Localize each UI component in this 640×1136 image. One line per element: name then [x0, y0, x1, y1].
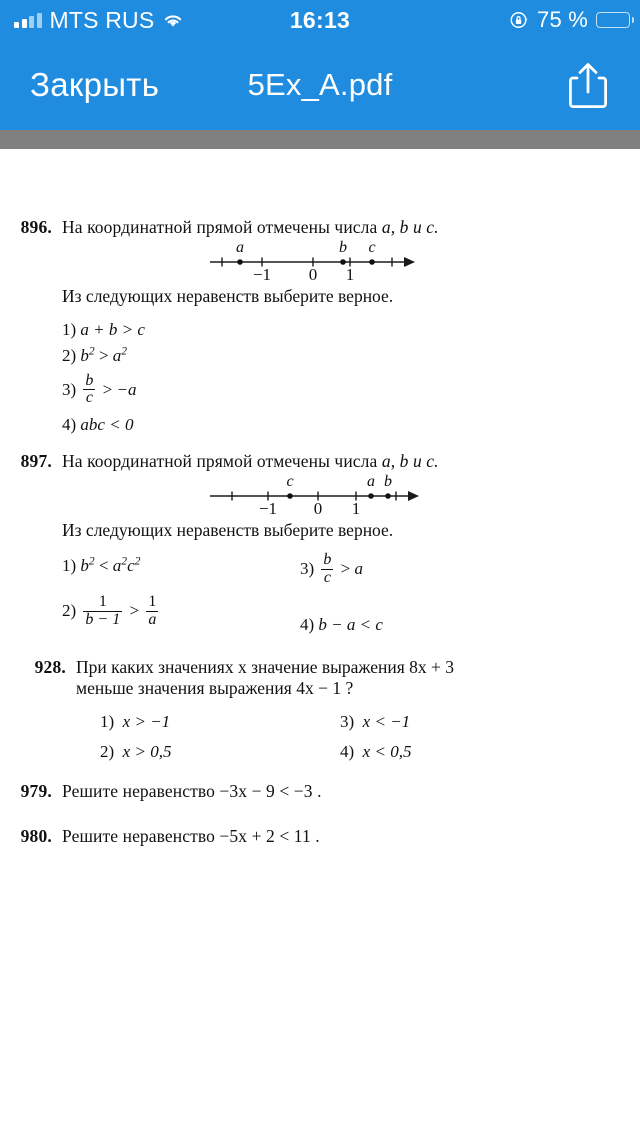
- problem-928-number: 928.: [34, 657, 66, 677]
- toolbar-divider: [0, 130, 640, 149]
- option-928-1-label: 1): [100, 712, 115, 731]
- option-897-2-label: 2): [62, 601, 77, 621]
- option-897-3-numerator: b: [323, 551, 332, 568]
- option-897-2-numerator1: 1: [98, 593, 107, 611]
- battery-icon: [596, 12, 630, 28]
- problem-928: [0, 657, 640, 767]
- problem-928-heading: [0, 657, 640, 699]
- svg-text:b: b: [339, 239, 347, 256]
- option-928-4-label: 4): [340, 741, 355, 761]
- option-896-2-label: 2): [62, 346, 77, 366]
- option-896-3-numerator: b: [85, 371, 94, 389]
- option-897-4-text: b − a < c: [318, 614, 383, 634]
- problem-897-subprompt: Из следующих неравенств выберите верное.: [62, 520, 394, 540]
- problem-896-vars: a, b и c.: [381, 217, 439, 237]
- option-896-1[interactable]: [62, 317, 640, 343]
- problem-896-heading: [0, 217, 640, 238]
- option-897-2-fraction-right: [146, 594, 158, 629]
- document-title: 5Ex_A.pdf: [247, 67, 393, 102]
- problem-897-prompt: На координатной прямой отмечены числа a, b и c.: [62, 451, 439, 471]
- problem-979: [0, 781, 640, 802]
- svg-text:1: 1: [345, 265, 355, 284]
- option-896-2-exp1: 2: [88, 344, 95, 358]
- option-896-3-denominator: c: [83, 389, 95, 407]
- option-896-1-label: 1): [62, 320, 77, 339]
- problem-897-options: [62, 551, 640, 634]
- option-896-3[interactable]: [62, 371, 640, 409]
- option-896-2-base1: b: [80, 346, 89, 366]
- option-928-3-text: x < −1: [362, 712, 411, 731]
- problem-897-vars: a, b и c.: [381, 451, 439, 471]
- svg-text:0: 0: [313, 499, 323, 518]
- option-897-4-label: 4): [300, 614, 315, 634]
- problem-979-number: 979.: [20, 781, 52, 801]
- option-896-4-text: abc < 0: [80, 415, 134, 435]
- option-896-2-rel: >: [98, 346, 109, 366]
- problem-896-number: 896.: [20, 217, 52, 237]
- option-896-2-exp2: 2: [121, 344, 128, 358]
- rotation-lock-icon: [509, 10, 529, 30]
- option-896-3-rhs: −a: [116, 379, 137, 399]
- option-897-2-denominator1: b − 1: [85, 611, 121, 629]
- option-896-2[interactable]: [62, 343, 640, 369]
- svg-text:−1: −1: [252, 265, 272, 284]
- problem-896-options: [62, 317, 640, 439]
- problem-897-heading: [0, 451, 640, 472]
- option-897-3[interactable]: [300, 553, 383, 588]
- problem-896-subprompt: Из следующих неравенств выберите верное.: [62, 286, 394, 306]
- battery-percent-label: 75 %: [537, 7, 588, 32]
- option-928-4-text: x < 0,5: [362, 741, 412, 761]
- svg-text:0: 0: [308, 265, 318, 284]
- problem-896: [0, 217, 640, 439]
- svg-text:−1: −1: [258, 499, 278, 518]
- number-line-896: [0, 238, 640, 286]
- option-897-3-denominator: c: [321, 569, 333, 587]
- problem-897: [0, 451, 640, 634]
- option-897-2-denominator2: a: [148, 611, 157, 629]
- problem-897-options-column-2: [300, 553, 383, 638]
- svg-text:a: a: [236, 239, 244, 256]
- close-button[interactable]: Закрыть: [30, 66, 160, 103]
- problem-896-prompt: На координатной прямой отмечены числа a, b и c.: [62, 217, 439, 237]
- option-897-3-rhs: a: [354, 559, 364, 579]
- option-896-3-label: 3): [62, 379, 77, 399]
- problem-928-body: [76, 657, 454, 699]
- problem-928-line1: При каких значениях x значение выражения 8x + 3: [76, 657, 455, 677]
- svg-text:1: 1: [351, 499, 361, 518]
- problem-980-heading: [0, 826, 640, 847]
- problem-979-text: Решите неравенство −3x − 9 < −3 .: [62, 781, 322, 801]
- option-897-3-fraction: [321, 552, 333, 587]
- option-897-4[interactable]: [300, 612, 383, 638]
- problem-928-options: [100, 707, 640, 767]
- option-897-1[interactable]: 1) $b^2 < a^2c^2$: [62, 554, 141, 575]
- option-928-3[interactable]: [340, 707, 411, 737]
- carrier-label: MTS RUS: [49, 6, 155, 33]
- problem-980-text: Решите неравенство −5x + 2 < 11 .: [62, 826, 320, 846]
- option-896-3-fraction: [83, 373, 95, 408]
- option-897-2-rel: >: [129, 601, 140, 621]
- option-928-2-label: 2): [100, 741, 115, 761]
- navigation-bar: [0, 40, 640, 130]
- problem-897-number: 897.: [20, 451, 52, 471]
- status-bar-clock: 16:13: [289, 6, 351, 33]
- option-896-3-rel: >: [102, 379, 113, 399]
- problem-979-heading: [0, 781, 640, 802]
- svg-text:c: c: [368, 239, 376, 256]
- svg-text:b: b: [384, 473, 392, 490]
- svg-text:a: a: [367, 473, 375, 490]
- option-896-2-base2: a: [112, 346, 122, 366]
- option-897-1-label: 1): [62, 556, 77, 575]
- problem-928-options-column-2: [340, 707, 411, 767]
- option-897-2-numerator2: 1: [148, 593, 157, 611]
- share-icon[interactable]: [566, 60, 610, 110]
- option-897-2-fraction-left: [83, 594, 122, 629]
- option-928-4[interactable]: [340, 737, 411, 767]
- option-896-4[interactable]: [62, 412, 640, 438]
- option-928-2-text: x > 0,5: [122, 741, 172, 761]
- svg-text:c: c: [286, 473, 294, 490]
- option-897-3-label: 3): [300, 559, 315, 579]
- option-896-4-label: 4): [62, 415, 77, 435]
- problem-980-number: 980.: [20, 826, 52, 846]
- status-bar: [0, 0, 640, 40]
- option-896-1-text: a + b > c: [80, 320, 145, 339]
- option-897-3-rel: >: [340, 559, 351, 579]
- option-928-3-label: 3): [340, 712, 355, 731]
- problem-980: [0, 826, 640, 847]
- problem-928-line2: меньше значения выражения 4x − 1 ?: [76, 678, 354, 698]
- status-bar-right: [509, 7, 630, 33]
- pdf-page[interactable]: [0, 149, 640, 1136]
- option-928-1-text: x > −1: [122, 712, 171, 731]
- number-line-897: [0, 472, 640, 520]
